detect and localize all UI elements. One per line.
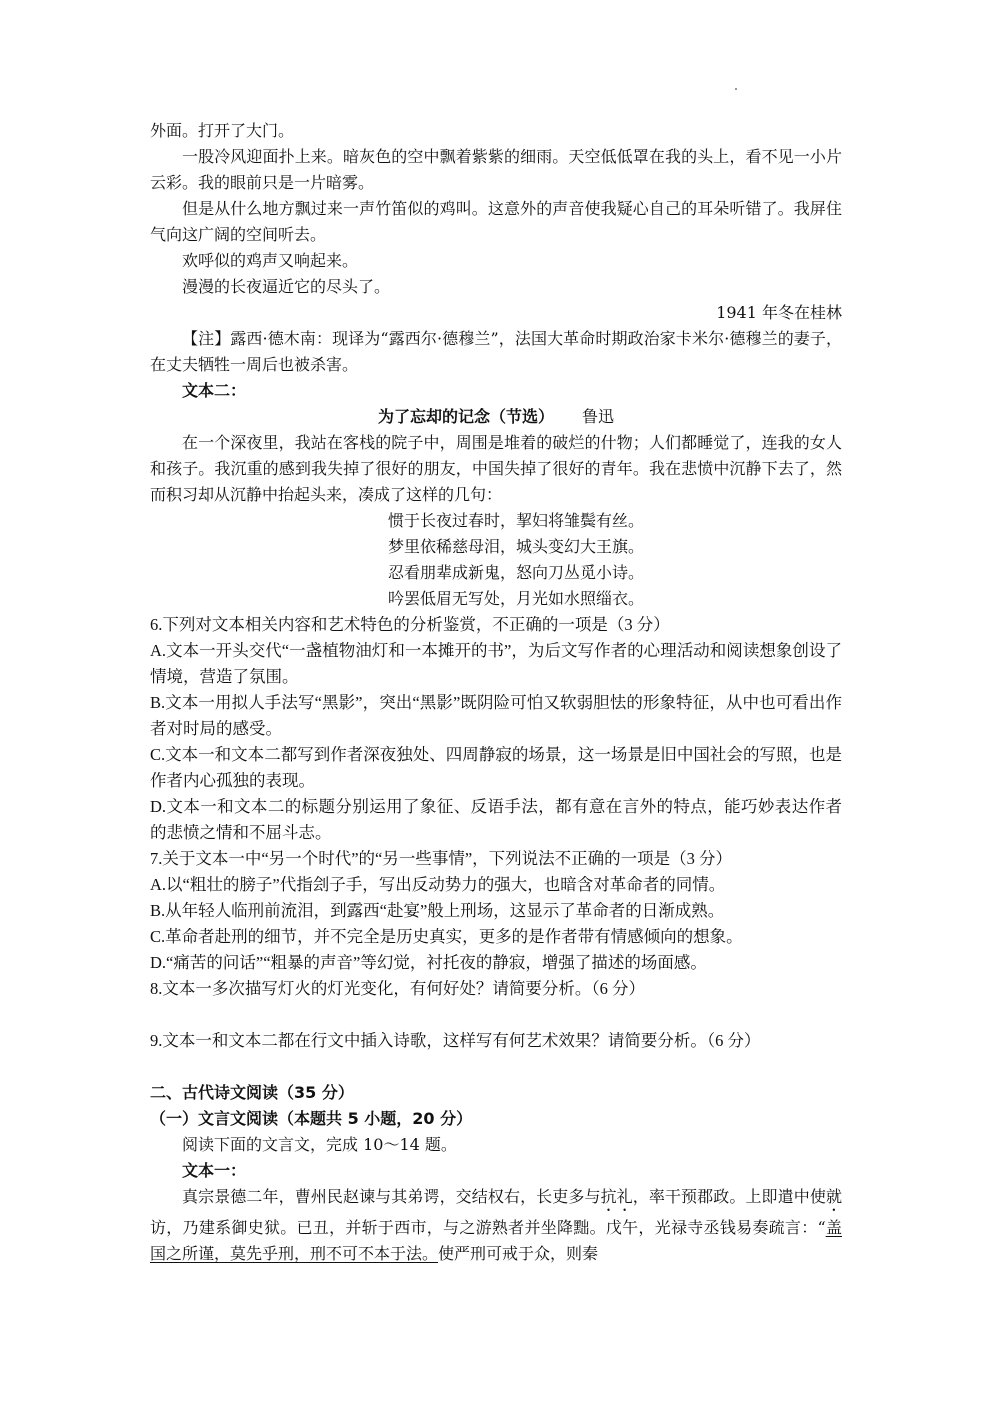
classical-text-part-1: 真宗景德二年，曹州民赵谏与其弟谔，交结权右，长吏多与: [182, 1187, 601, 1206]
emphasized-word-jiu: 就: [825, 1187, 842, 1206]
classical-text1-paragraph: [150, 1184, 842, 1267]
text2-title-line: [150, 404, 842, 430]
classical-text-part-3: 访，乃建系御史狱。已丑，并斩于西市，与之游熟者并坐降黜。戊午，光禄寺丞钱易奏疏言：“: [150, 1218, 826, 1237]
section-2-subheading: （一）文言文阅读（本题共 5 小题，20 分）: [150, 1109, 473, 1128]
question-9: 9.文本一和文本二都在行文中插入诗歌，这样写有何艺术效果？请简要分析。（6 分）: [150, 1031, 761, 1050]
question-6-option-a: A.文本一开头交代“一盏植物油灯和一本摊开的书”，为后文写作者的心理活动和阅读想象创设了情境，营造了氛围。: [150, 641, 842, 686]
answer-space-9: [150, 1054, 842, 1080]
question-6-option-b: B.文本一用拟人手法写“黑影”，突出“黑影”既阴险可怕又软弱胆怯的形象特征，从中也可看出作者对时局的感受。: [150, 693, 842, 738]
question-7-option-c: C.革命者赴刑的细节，并不完全是历史真实，更多的是作者带有情感倾向的想象。: [150, 927, 743, 946]
classical-text1-label: 文本一：: [182, 1161, 247, 1180]
poem-line-3: 忍看朋辈成新鬼，怒向刀丛觅小诗。: [387, 563, 644, 582]
text1-paragraph-1: 外面。打开了大门。: [150, 121, 295, 140]
question-6-option-d: D.文本一和文本二的标题分别运用了象征、反语手法，都有意在言外的特点，能巧妙表达作者的悲愤之情和不屈斗志。: [150, 797, 842, 842]
scan-speck: [735, 88, 737, 90]
question-7-option-a: A.以“粗壮的膀子”代指刽子手，写出反动势力的强大，也暗含对革命者的同情。: [150, 875, 726, 894]
question-8: 8.文本一多次描写灯火的灯光变化，有何好处？请简要分析。（6 分）: [150, 979, 645, 998]
text1-paragraph-4: 欢呼似的鸡声又响起来。: [182, 251, 359, 270]
underlined-sentence: 盖国之所谨，莫先乎刑，刑不可不本于法。: [150, 1218, 842, 1263]
exam-page: [150, 118, 842, 1267]
answer-space-8: [150, 1002, 842, 1028]
text2-author: 鲁迅: [582, 407, 615, 426]
text1-paragraph-2: 一股冷风迎面扑上来。暗灰色的空中飘着紫紫的细雨。天空低低罩在我的头上，看不见一小片云彩。我的眼前只是一片暗雾。: [150, 147, 842, 192]
section-2-heading: 二、古代诗文阅读（35 分）: [150, 1083, 354, 1102]
question-7-stem: 7.关于文本一中“另一个时代”的“另一些事情”，下列说法不正确的一项是（3 分）: [150, 849, 733, 868]
emphasized-word-kangli: 抗礼: [600, 1187, 633, 1206]
question-7-option-b: B.从年轻人临刑前流泪，到露西“赴宴”般上刑场，这显示了革命者的日渐成熟。: [150, 901, 725, 920]
classical-text-part-2: ，率干预郡政。上即遣中使: [632, 1187, 826, 1206]
text2-title: 为了忘却的记念（节选）: [377, 407, 554, 426]
text1-paragraph-5: 漫漫的长夜逼近它的尽头了。: [182, 277, 391, 296]
poem-line-4: 吟罢低眉无写处，月光如水照缁衣。: [387, 589, 644, 608]
text1-date-place: 1941 年冬在桂林: [716, 303, 842, 322]
question-6-stem: 6.下列对文本相关内容和艺术特色的分析鉴赏，不正确的一项是（3 分）: [150, 615, 670, 634]
question-6-option-c: C.文本一和文本二都写到作者深夜独处、四周静寂的场景，这一场景是旧中国社会的写照，也是作者内心孤独的表现。: [150, 745, 842, 790]
text2-paragraph: 在一个深夜里，我站在客栈的院子中，周围是堆着的破烂的什物；人们都睡觉了，连我的女人和孩子。我沉重的感到我失掉了很好的朋友，中国失掉了很好的青年。我在悲愤中沉静下去了，然而积习却从沉静中抬起头来，凑成了这样的几句：: [150, 433, 842, 504]
text1-paragraph-3: 但是从什么地方飘过来一声竹笛似的鸡叫。这意外的声音使我疑心自己的耳朵听错了。我屏住气向这广阔的空间听去。: [150, 199, 842, 244]
section-2-instruction: 阅读下面的文言文，完成 10～14 题。: [182, 1135, 457, 1154]
classical-text-part-4: 使严刑可戒于众，则秦: [438, 1244, 599, 1263]
question-7-option-d: D.“痛苦的问话”“粗暴的声音”等幻觉，衬托夜的静寂，增强了描述的场面感。: [150, 953, 707, 972]
poem-line-1: 惯于长夜过春时，挈妇将雏鬓有丝。: [387, 511, 644, 530]
text1-footnote: 【注】露西·德木南：现译为“露西尔·德穆兰”，法国大革命时期政治家卡米尔·德穆兰的妻子，在丈夫牺牲一周后也被杀害。: [150, 329, 842, 374]
poem-line-2: 梦里依稀慈母泪，城头变幻大王旗。: [387, 537, 644, 556]
text2-label: 文本二：: [182, 381, 247, 400]
